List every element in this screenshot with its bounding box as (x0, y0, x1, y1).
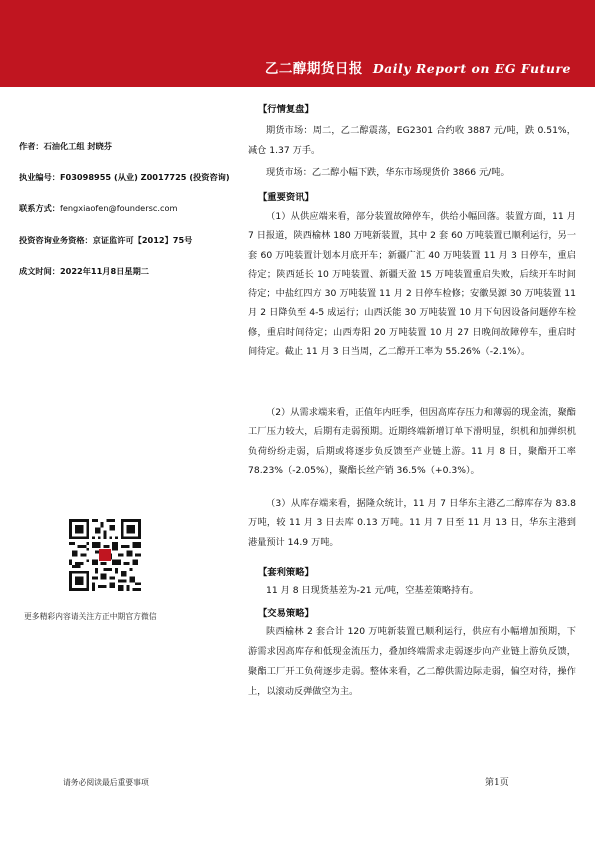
report-title-en: Daily Report on EG Future (372, 61, 571, 76)
footer-disclaimer[interactable]: 请务必阅读最后重要事项 (63, 778, 149, 787)
report-title-cn: 乙二醇期货日报 (264, 61, 363, 77)
contact-label: 联系方式： (19, 203, 60, 213)
section-heading-news: 【重要资讯】 (258, 192, 314, 203)
report-title (265, 57, 571, 77)
futures-market-paragraph: 期货市场：周二，乙二醇震荡，EG2301 合约收 3887 元/吨，跌 0.51%，减仓 1.37 万手。 (248, 125, 576, 156)
qr-logo (99, 549, 111, 561)
section-heading-arbitrage: 【套利策略】 (258, 567, 314, 578)
news-inventory-paragraph: （3）从库存端来看，据隆众统计，11 月 7 日华东主港乙二醇库存为 83.8 万吨，较 11 月 3 日去库 0.13 万吨。11 月 7 日至 11 月 13 日，华东主港到港量预计 14.9 万吨。 (248, 498, 576, 548)
section-heading-trading: 【交易策略】 (258, 608, 314, 619)
news-supply-paragraph: （1）从供应端来看，部分装置故障停车，供给小幅回落。装置方面，11 月 7 日报道，陕西榆林 180 万吨新装置，其中 2 套 60 万吨装置已顺利运行，另一套 60 万吨装置计划本月底开车；新疆广汇 40 万吨装置 11 月 3 日停车，重启待定；陕西延长 10 万吨装置、新疆天盈 15 万吨装置重启失败，后续开车时间待定；中盐红四方 30 万吨装置 11 月 2 日停车检修；安徽昊源 30 万吨装置 11 月 2 日降负至 4-5 成运行；山西沃能 30 万吨装置 10 月下旬因设备问题停车检修，重启时间待定；山西寿阳 20 万吨装置 10 月 27 日晚间故障停车，重启时间待定。截止 11 月 3 日当周，乙二醇开工率为 55.26%（-2.1%）。 (248, 211, 576, 358)
qualification-line: 投资咨询业务资格：京证监许可【2012】75号 (19, 235, 193, 245)
trading-strategy-paragraph: 陕西榆林 2 套合计 120 万吨新装置已顺利运行，供应有小幅增加预期，下游需求因高库存和低现金流压力，叠加终端需求走弱逐步向产业链上游负反馈，聚酯工厂开工负荷逐步走弱。整体来看，乙二醇供需边际走弱，偏空对待，操作上，以滚动反弹做空为主。 (248, 626, 576, 697)
license-line: 执业编号：F03098955 (从业) Z0017725 (投资咨询) (19, 172, 230, 182)
contact-email[interactable]: fengxiaofen@foundersc.com (59, 203, 178, 213)
date-line: 成文时间：2022年11月8日星期二 (19, 266, 149, 276)
qr-caption: 更多精彩内容请关注方正中期官方微信 (24, 612, 157, 621)
news-demand-paragraph: （2）从需求端来看，正值年内旺季，但因高库存压力和薄弱的现金流，聚酯工厂压力较大，后期有走弱预期。近期终端新增订单下滑明显，织机和加弹织机负荷纷纷走弱，后期或将逐步负反馈至产业链上游。11 月 8 日，聚酯开工率 78.23%（-2.05%），聚酯长丝产销 36.5%（+0.3%）。 (248, 407, 576, 476)
qr-code-icon (69, 519, 141, 591)
author-line: 作者：石油化工组 封晓芬 (19, 141, 112, 151)
contact-line (19, 203, 177, 214)
section-heading-market-review: 【行情复盘】 (258, 104, 314, 115)
spot-market-paragraph: 现货市场：乙二醇小幅下跌，华东市场现货价 3866 元/吨。 (266, 167, 510, 178)
arbitrage-paragraph: 11 月 8 日现货基差为-21 元/吨，空基差策略持有。 (266, 585, 479, 596)
page-number: 第1页 (485, 778, 509, 788)
